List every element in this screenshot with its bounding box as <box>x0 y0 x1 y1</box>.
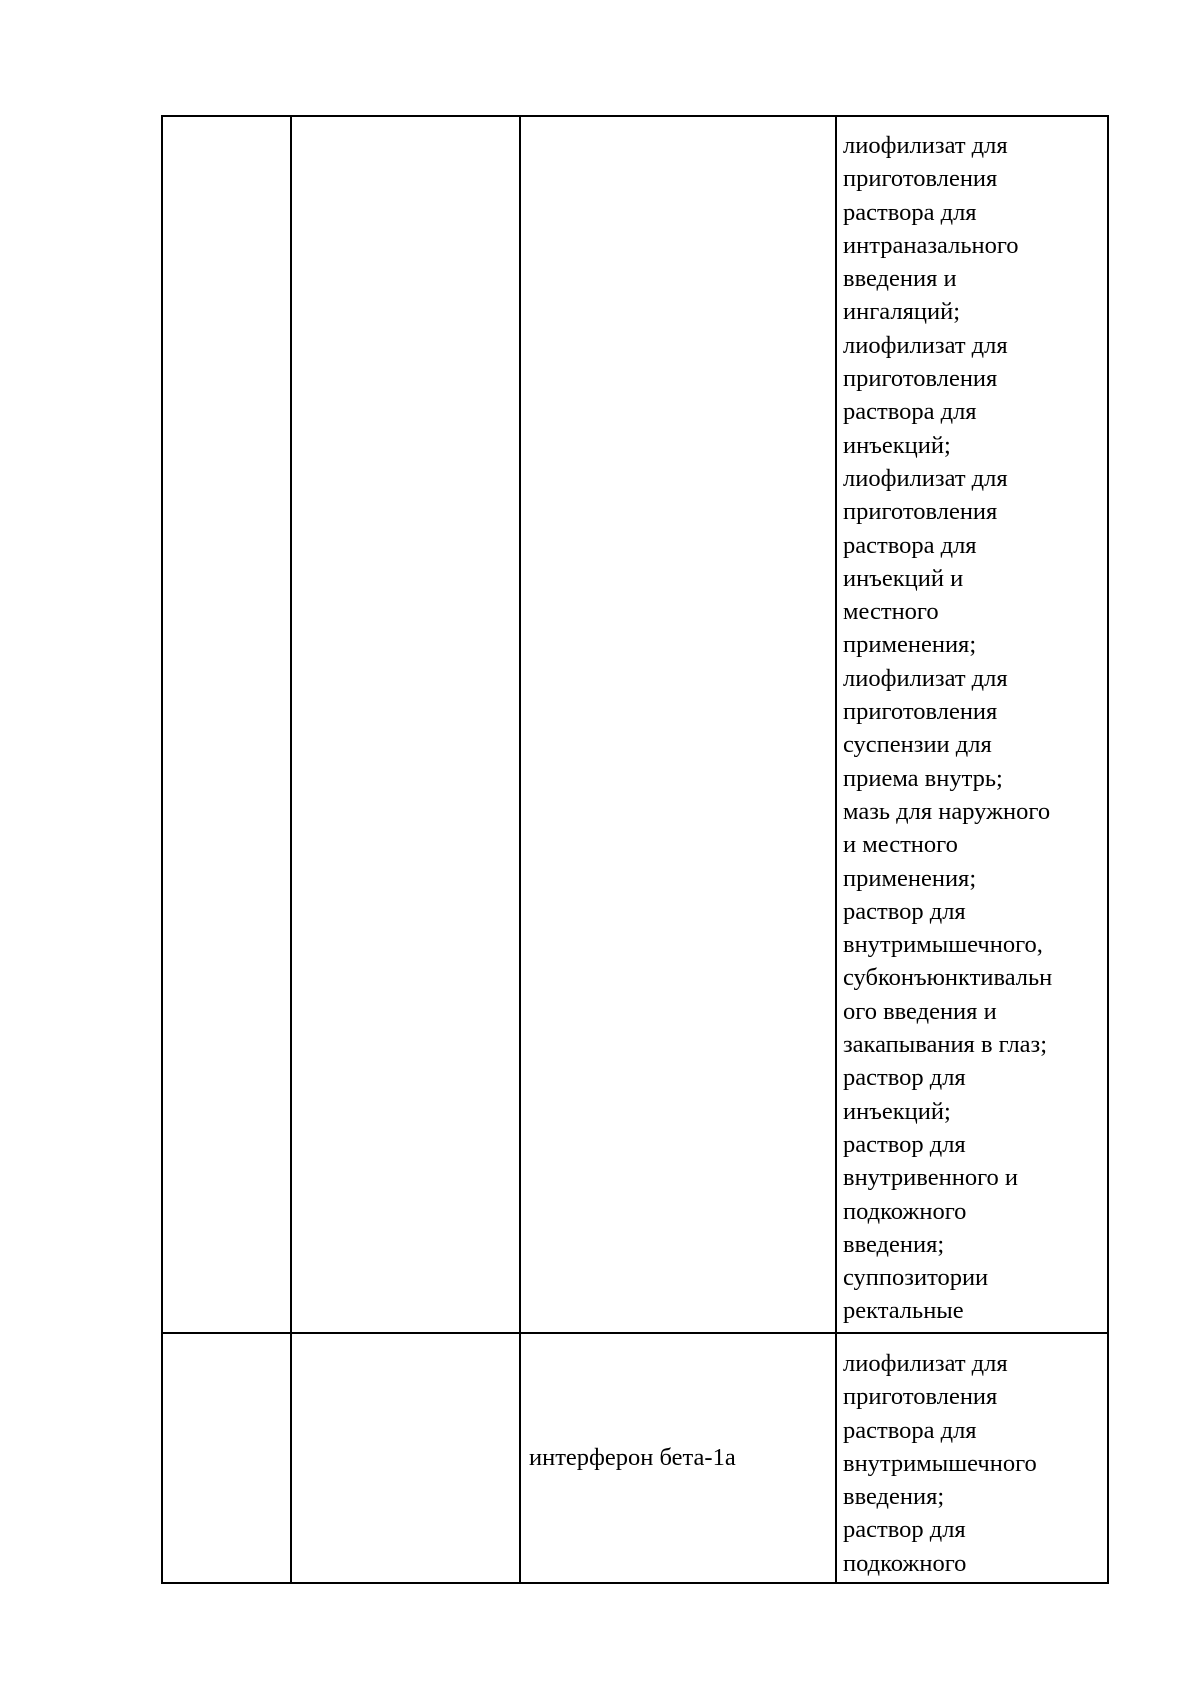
dosage-form-line: раствора для <box>843 398 977 426</box>
dosage-form-line: приготовления <box>843 165 998 193</box>
dosage-form-line: ректальные <box>843 1297 964 1325</box>
dosage-form-line: инъекций и <box>843 564 964 592</box>
dosage-form-line: субконъюнктивальн <box>843 964 1053 992</box>
dosage-form-line: внутривенного и <box>843 1164 1018 1192</box>
dosage-form-line: раствор для <box>843 897 966 925</box>
dosage-form-line: приготовления <box>843 498 998 526</box>
dosage-form-line: раствор для <box>843 1130 966 1158</box>
dosage-form-line: раствора для <box>843 531 977 559</box>
dosage-form-line: и местного <box>843 831 958 859</box>
dosage-forms-cell <box>836 1333 1108 1583</box>
drug-table <box>161 115 1109 1584</box>
dosage-form-line: лиофилизат для <box>843 1350 1008 1377</box>
dosage-form-line: применения; <box>843 864 977 892</box>
dosage-forms-list <box>837 117 1107 1328</box>
atc-code-cell <box>162 116 291 1333</box>
dosage-form-line: применения; <box>843 631 977 659</box>
dosage-form-line: введения; <box>843 1230 945 1258</box>
dosage-form-line: лиофилизат для <box>843 664 1008 692</box>
dosage-form-line: местного <box>843 598 939 626</box>
dosage-form-line: интраназального <box>843 231 1019 259</box>
dosage-form-line: лиофилизат для <box>843 331 1008 359</box>
dosage-form-line: подкожного <box>843 1197 967 1225</box>
dosage-form-line: раствор для <box>843 1516 966 1544</box>
dosage-form-line: суппозитории <box>843 1264 989 1292</box>
group-name-cell <box>291 116 520 1333</box>
dosage-form-line: инъекций; <box>843 431 951 459</box>
table-row <box>162 1333 1108 1583</box>
dosage-form-line: введения и <box>843 265 957 293</box>
dosage-form-line: раствор для <box>843 1064 966 1092</box>
dosage-form-line: приготовления <box>843 365 998 393</box>
dosage-forms-cell <box>836 116 1108 1333</box>
dosage-form-line: ого введения и <box>843 997 997 1025</box>
dosage-form-line: раствора для <box>843 1416 977 1444</box>
drug-name-cell: интерферон бета-1a <box>520 1333 836 1583</box>
dosage-form-line: лиофилизат для <box>843 132 1008 159</box>
drug-name-cell <box>520 116 836 1333</box>
table-row <box>162 116 1108 1333</box>
dosage-form-line: введения; <box>843 1483 945 1511</box>
dosage-form-line: приготовления <box>843 698 998 726</box>
atc-code-cell <box>162 1333 291 1583</box>
dosage-form-line: ингаляций; <box>843 298 960 326</box>
dosage-form-line: подкожного <box>843 1549 967 1577</box>
dosage-form-line: внутримышечного <box>843 1449 1037 1477</box>
dosage-form-line: приготовления <box>843 1383 998 1411</box>
dosage-form-line: внутримышечного, <box>843 931 1043 959</box>
dosage-forms-list <box>837 1334 1107 1580</box>
dosage-form-line: суспензии для <box>843 731 992 759</box>
dosage-form-line: закапывания в глаз; <box>843 1031 1048 1059</box>
dosage-form-line: мазь для наружного <box>843 797 1051 825</box>
group-name-cell <box>291 1333 520 1583</box>
dosage-form-line: лиофилизат для <box>843 464 1008 492</box>
dosage-form-line: раствора для <box>843 198 977 226</box>
dosage-form-line: инъекций; <box>843 1097 951 1125</box>
dosage-form-line: приема внутрь; <box>843 764 1003 792</box>
